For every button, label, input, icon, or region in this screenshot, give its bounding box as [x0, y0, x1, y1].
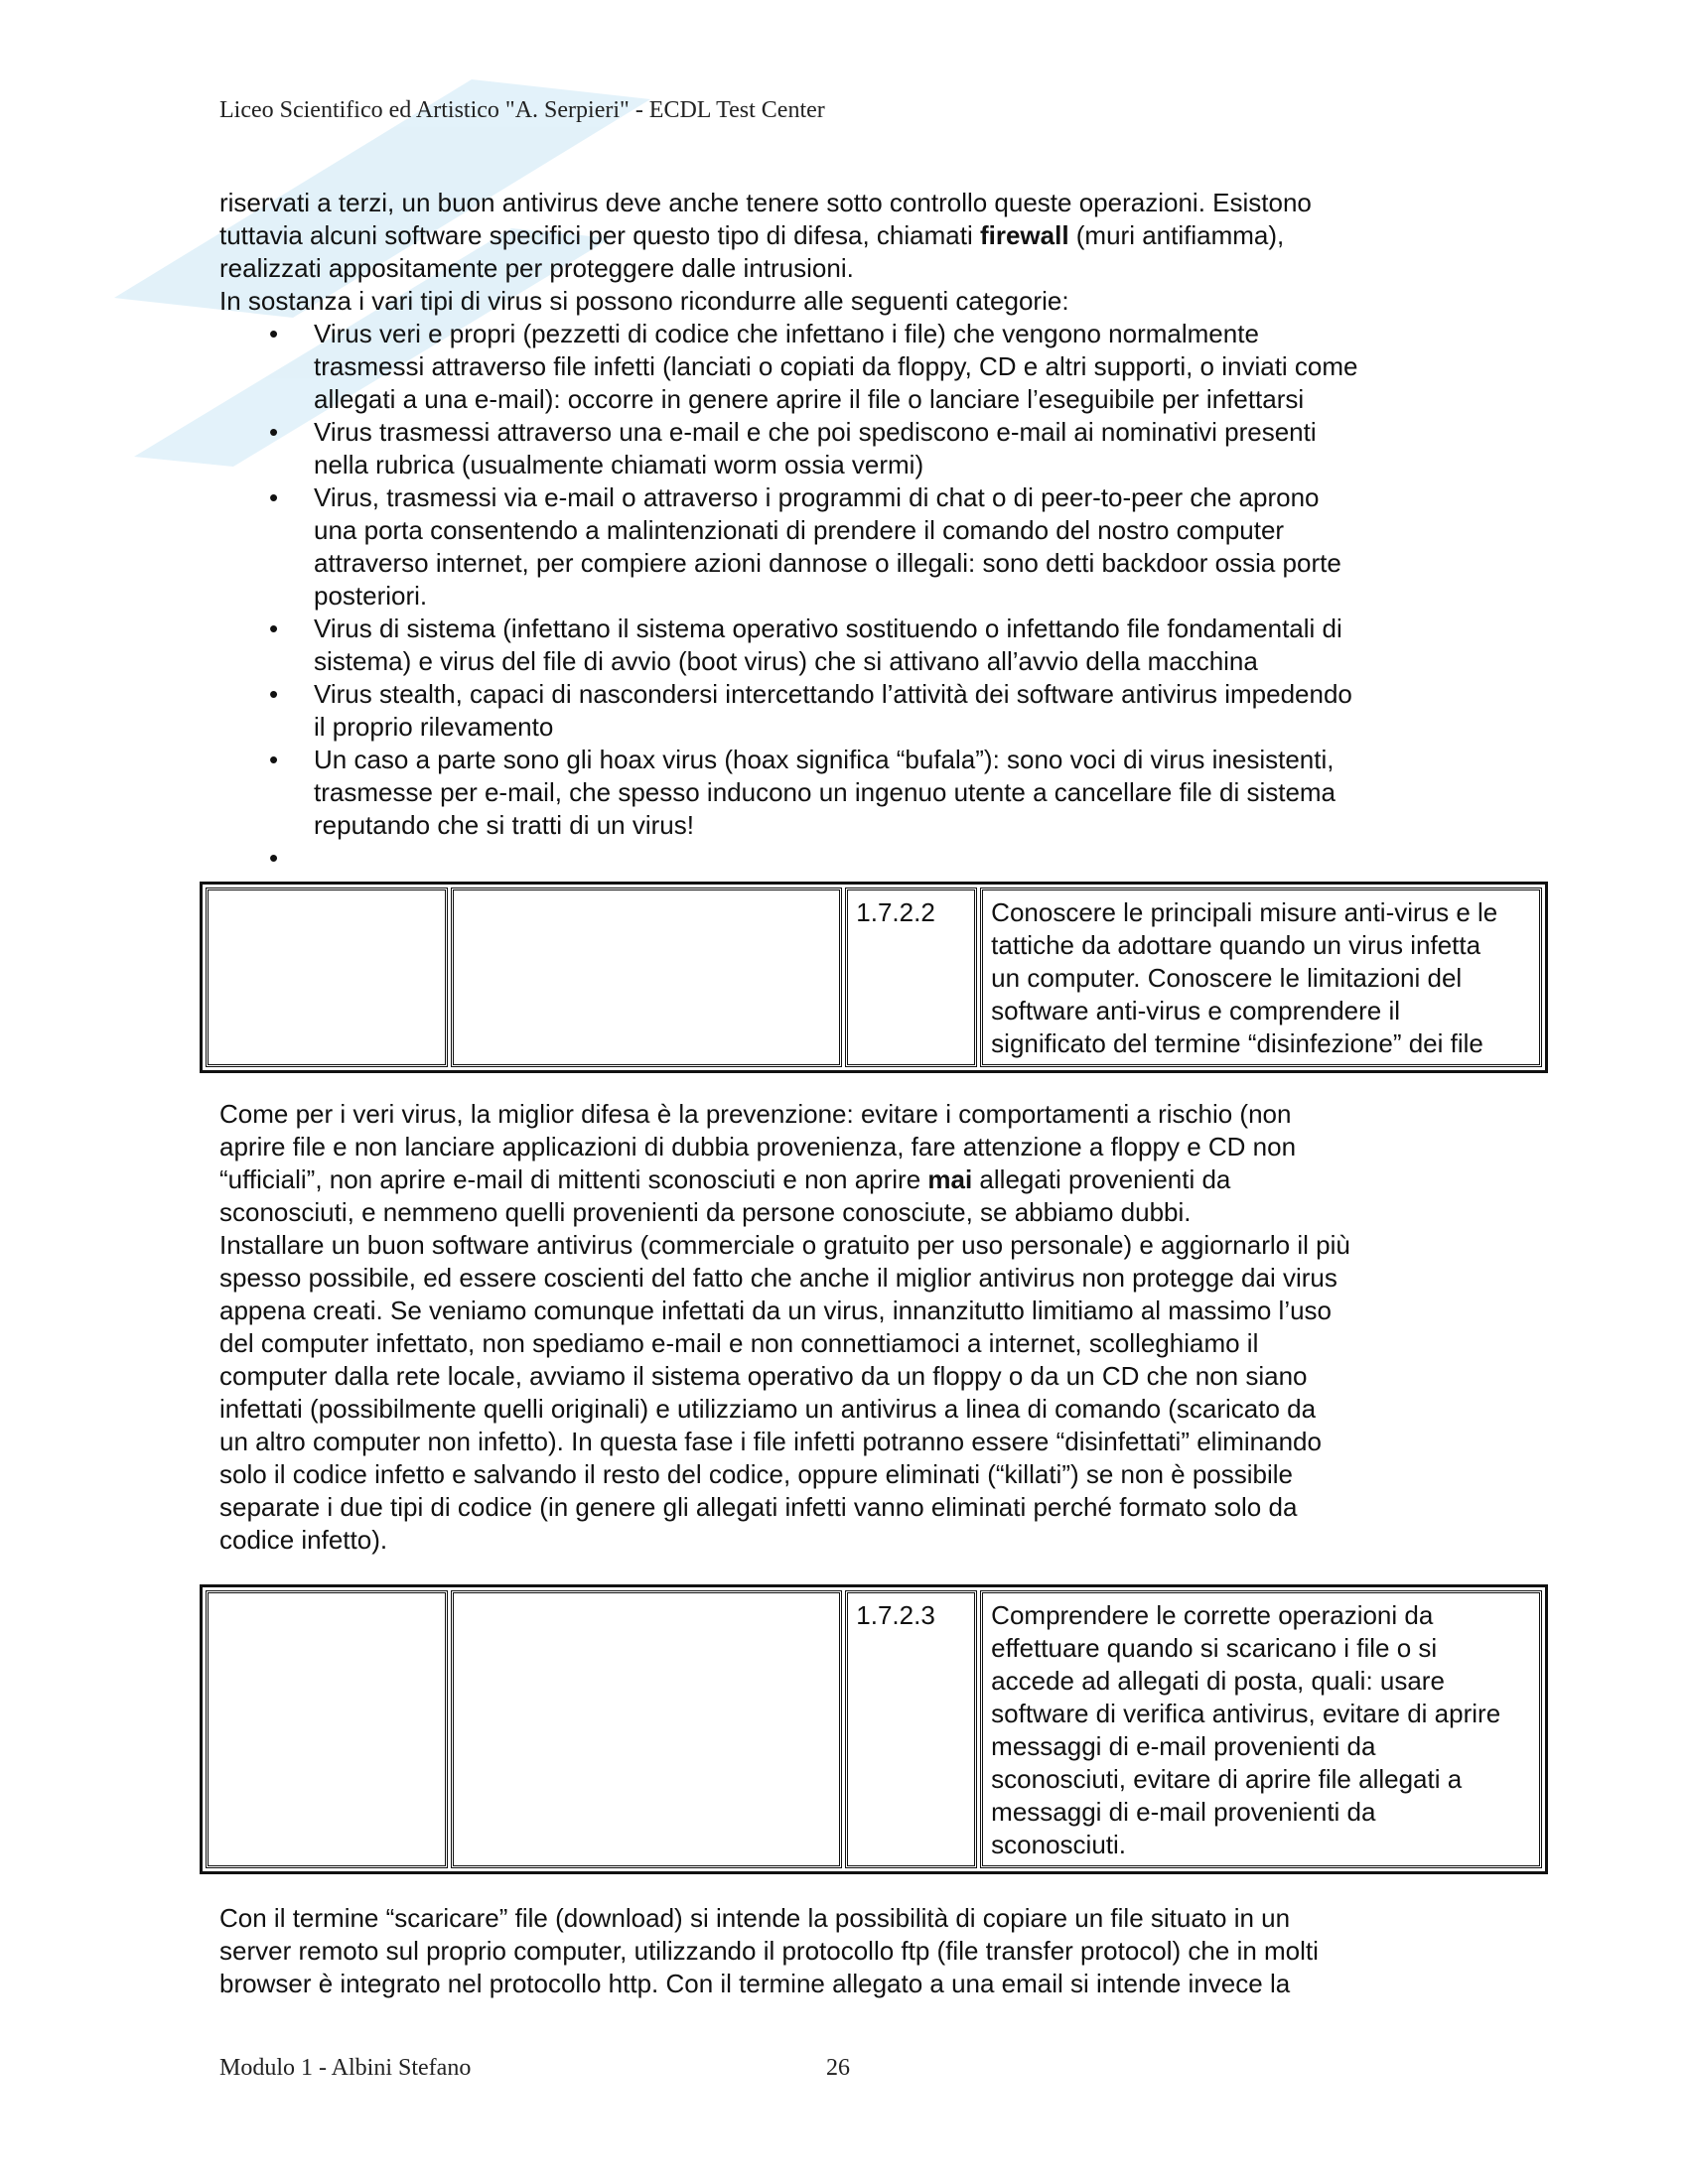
- text-line: Virus trasmessi attraverso una e-mail e che poi spediscono e-mail ai nominativi presenti: [314, 417, 1317, 447]
- text-span: (muri antifiamma),: [1068, 220, 1285, 250]
- prevention-paragraph: [219, 1098, 1510, 1557]
- bullet-glyph: •: [269, 614, 279, 643]
- page-number: 26: [826, 2055, 850, 2081]
- list-item: [219, 318, 1510, 416]
- text-span: tuttavia alcuni software specifici per questo tipo di difesa, chiamati: [219, 220, 980, 250]
- text-line: attraverso internet, per compiere azioni dannose o illegali: sono detti backdoor ossia porte: [314, 548, 1341, 578]
- list-item: [219, 678, 1510, 744]
- bullet-glyph: •: [269, 417, 279, 447]
- text-line: Virus di sistema (infettano il sistema operativo sostituendo o infettando file fondamentali di: [314, 614, 1342, 643]
- text-span: “ufficiali”, non aprire e-mail di mittenti sconosciuti e non aprire: [219, 1164, 928, 1194]
- table-cell-code: 1.7.2.3: [845, 1590, 977, 1868]
- text-line: software di verifica antivirus, evitare di aprire: [991, 1699, 1501, 1728]
- text-line: infettati (possibilmente quelli originali) e utilizziamo un antivirus a linea di comando (scaricato da: [219, 1394, 1317, 1424]
- text-line: sconosciuti, e nemmeno quelli provenienti da persone conosciute, se abbiamo dubbi.: [219, 1197, 1192, 1227]
- text-line: il proprio rilevamento: [314, 712, 554, 742]
- table-cell-empty: [206, 1590, 448, 1868]
- virus-categories-list: [219, 318, 1510, 875]
- text-line: appena creati. Se veniamo comunque infettati da un virus, innanzitutto limitiamo al massimo l’uso: [219, 1296, 1333, 1325]
- table-cell-description: [980, 887, 1542, 1067]
- text-line: allegati a una e-mail): occorre in genere aprire il file o lanciare l’eseguibile per infettarsi: [314, 384, 1305, 414]
- text-line: effettuare quando si scaricano i file o si: [991, 1633, 1438, 1663]
- text-line: trasmessi attraverso file infetti (lanciati o copiati da floppy, CD e altri supporti, o inviati come: [314, 351, 1358, 381]
- text-line: Virus stealth, capaci di nascondersi intercettando l’attività dei software antivirus impedendo: [314, 679, 1352, 709]
- text-line: Conoscere le principali misure anti-virus e le: [991, 897, 1498, 927]
- text-line: server remoto sul proprio computer, utilizzando il protocollo ftp (file transfer protocol) che in molti: [219, 1936, 1319, 1966]
- text-line: realizzati appositamente per proteggere dalle intrusioni.: [219, 253, 854, 283]
- text-line: posteriori.: [314, 581, 428, 611]
- bullet-glyph: •: [269, 679, 279, 709]
- text-line: [219, 219, 1510, 252]
- text-line: trasmesse per e-mail, che spesso inducono un ingenuo utente a cancellare file di sistema: [314, 777, 1336, 807]
- text-line: Comprendere le corrette operazioni da: [991, 1600, 1434, 1630]
- text-line: sistema) e virus del file di avvio (boot virus) che si attivano all’avvio della macchina: [314, 646, 1258, 676]
- text-line: In sostanza i vari tipi di virus si possono ricondurre alle seguenti categorie:: [219, 286, 1069, 316]
- list-item: [219, 744, 1510, 842]
- bold-term-mai: mai: [927, 1164, 973, 1194]
- text-line: Virus veri e propri (pezzetti di codice che infettano i file) che vengono normalmente: [314, 319, 1259, 348]
- text-line: riservati a terzi, un buon antivirus deve anche tenere sotto controllo queste operazioni. Esistono: [219, 188, 1312, 217]
- bullet-glyph: •: [269, 319, 279, 348]
- text-line: computer dalla rete locale, avviamo il sistema operativo da un floppy o da un CD che non siano: [219, 1361, 1308, 1391]
- text-line: Virus, trasmessi via e-mail o attraverso i programmi di chat o di peer-to-peer che aprono: [314, 482, 1320, 512]
- syllabus-table-1: [200, 882, 1548, 1073]
- syllabus-table-2: [200, 1584, 1548, 1874]
- text-line: un altro computer non infetto). In questa fase i file infetti potranno essere “disinfettati” eliminando: [219, 1427, 1322, 1456]
- text-line: Un caso a parte sono gli hoax virus (hoax significa “bufala”): sono voci di virus inesistenti,: [314, 745, 1335, 774]
- text-line: aprire file e non lanciare applicazioni di dubbia provenienza, fare attenzione a floppy e CD non: [219, 1132, 1297, 1161]
- table-row: [206, 887, 1542, 1067]
- download-paragraph: [219, 1902, 1510, 2000]
- text-line: messaggi di e-mail provenienti da: [991, 1731, 1376, 1761]
- text-line: software anti-virus e comprendere il: [991, 996, 1401, 1025]
- bullet-glyph: •: [269, 843, 279, 873]
- text-line: tattiche da adottare quando un virus infetta: [991, 930, 1481, 960]
- text-line: Come per i veri virus, la miglior difesa è la prevenzione: evitare i comportamenti a rischio (non: [219, 1099, 1292, 1129]
- text-line: sconosciuti.: [991, 1830, 1127, 1859]
- text-line: una porta consentendo a malintenzionati di prendere il comando del nostro computer: [314, 515, 1285, 545]
- text-line: solo il codice infetto e salvando il resto del codice, oppure eliminati (“killati”) se non è possibile: [219, 1459, 1293, 1489]
- page-header: Liceo Scientifico ed Artistico "A. Serpieri" - ECDL Test Center: [219, 97, 825, 123]
- table-cell-empty: [206, 887, 448, 1067]
- text-line: separate i due tipi di codice (in genere gli allegati infetti vanno eliminati perché formato solo da: [219, 1492, 1298, 1522]
- text-line: Con il termine “scaricare” file (download) si intende la possibilità di copiare un file situato in un: [219, 1903, 1291, 1933]
- text-line: accede ad allegati di posta, quali: usare: [991, 1666, 1445, 1696]
- table-cell-code: 1.7.2.2: [845, 887, 977, 1067]
- bullet-glyph: •: [269, 482, 279, 512]
- text-line: sconosciuti, evitare di aprire file allegati a: [991, 1764, 1463, 1794]
- table-cell-empty: [451, 887, 843, 1067]
- bold-term-firewall: firewall: [979, 220, 1069, 250]
- text-line: Installare un buon software antivirus (commerciale o gratuito per uso personale) e aggiornarlo il più: [219, 1230, 1350, 1260]
- intro-paragraph: [219, 187, 1510, 875]
- text-line: messaggi di e-mail provenienti da: [991, 1797, 1376, 1827]
- list-item-empty: [219, 842, 1510, 875]
- text-line: del computer infettato, non spediamo e-mail e non connettiamoci a internet, scolleghiamo il: [219, 1328, 1259, 1358]
- text-span: allegati provenienti da: [972, 1164, 1231, 1194]
- text-line: significato del termine “disinfezione” dei file: [991, 1028, 1483, 1058]
- text-line: [219, 1163, 1510, 1196]
- text-line: spesso possibile, ed essere coscienti del fatto che anche il miglior antivirus non protegge dai virus: [219, 1263, 1337, 1293]
- page-footer-author: Modulo 1 - Albini Stefano: [219, 2055, 472, 2081]
- text-line: browser è integrato nel protocollo http. Con il termine allegato a una email si intende invece la: [219, 1969, 1291, 1998]
- list-item: [219, 416, 1510, 481]
- bullet-glyph: •: [269, 745, 279, 774]
- table-cell-empty: [451, 1590, 843, 1868]
- text-line: un computer. Conoscere le limitazioni del: [991, 963, 1463, 993]
- list-item: [219, 481, 1510, 613]
- list-item: [219, 613, 1510, 678]
- text-line: codice infetto).: [219, 1525, 388, 1555]
- text-line: reputando che si tratti di un virus!: [314, 810, 694, 840]
- table-row: [206, 1590, 1542, 1868]
- text-line: nella rubrica (usualmente chiamati worm ossia vermi): [314, 450, 924, 479]
- table-cell-description: [980, 1590, 1542, 1868]
